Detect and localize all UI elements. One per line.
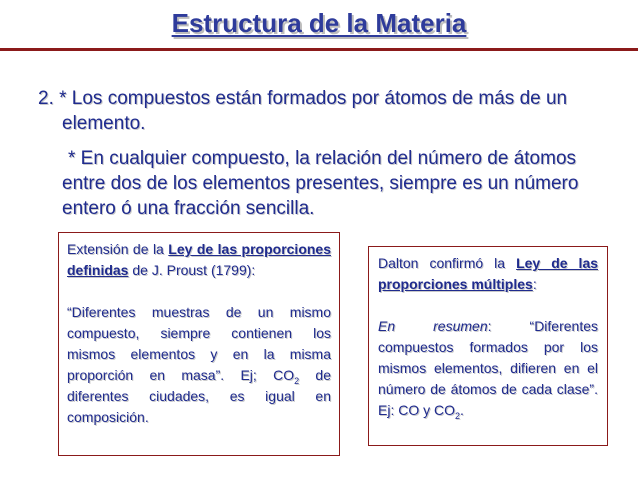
law-multiple-proportions-link: Ley de las proporciones múltiples [378, 255, 599, 292]
proust-quote-end: de diferentes ciudades, es igual en composición. [67, 367, 331, 425]
proust-intro [67, 239, 331, 281]
point-2-detail [38, 146, 604, 221]
proust-box [58, 232, 340, 456]
summary-label: En resumen [378, 318, 488, 334]
dalton-quote [378, 316, 598, 421]
point-2-detail-line2: entre dos de los elementos presentes, siempre es un número [62, 173, 579, 194]
co2-subscript: 2 [455, 410, 461, 421]
proust-quote [67, 302, 331, 428]
point-2-detail-line3: entero ó una fracción sencilla. [62, 198, 315, 219]
co2-subscript: 2 [294, 375, 300, 386]
dalton-intro-pre: Dalton confirmó la [378, 255, 506, 271]
law-definite-proportions-link: Ley de las proporciones definidas [67, 241, 332, 278]
point-2 [38, 86, 604, 136]
dalton-intro-post: : [532, 276, 537, 292]
point-2-detail-line1: * En cualquier compuesto, la relación del número de átomos [68, 148, 577, 169]
title-divider [0, 48, 638, 51]
dalton-quote-end: . [460, 402, 464, 418]
proust-quote-main: “Diferentes muestras de un mismo compuesto, siempre contienen los mismos elementos y en la misma proporción en masa”. Ej; CO [67, 304, 331, 383]
dalton-box [368, 246, 608, 446]
page-title: Estructura de la Materia [171, 8, 467, 38]
proust-intro-pre: Extensión de la [67, 241, 164, 257]
point-2-lead: 2. * Los compuestos están formados por átomos de más de un [38, 88, 568, 109]
dalton-intro [378, 253, 598, 295]
proust-intro-post: de J. Proust (1799): [132, 262, 256, 278]
point-2-cont: elemento. [62, 113, 146, 134]
dalton-quote-main: : “Diferentes compuestos formados por los mismos elementos, difieren en el número de átomos de cada clase”. Ej: CO y CO [378, 318, 599, 418]
